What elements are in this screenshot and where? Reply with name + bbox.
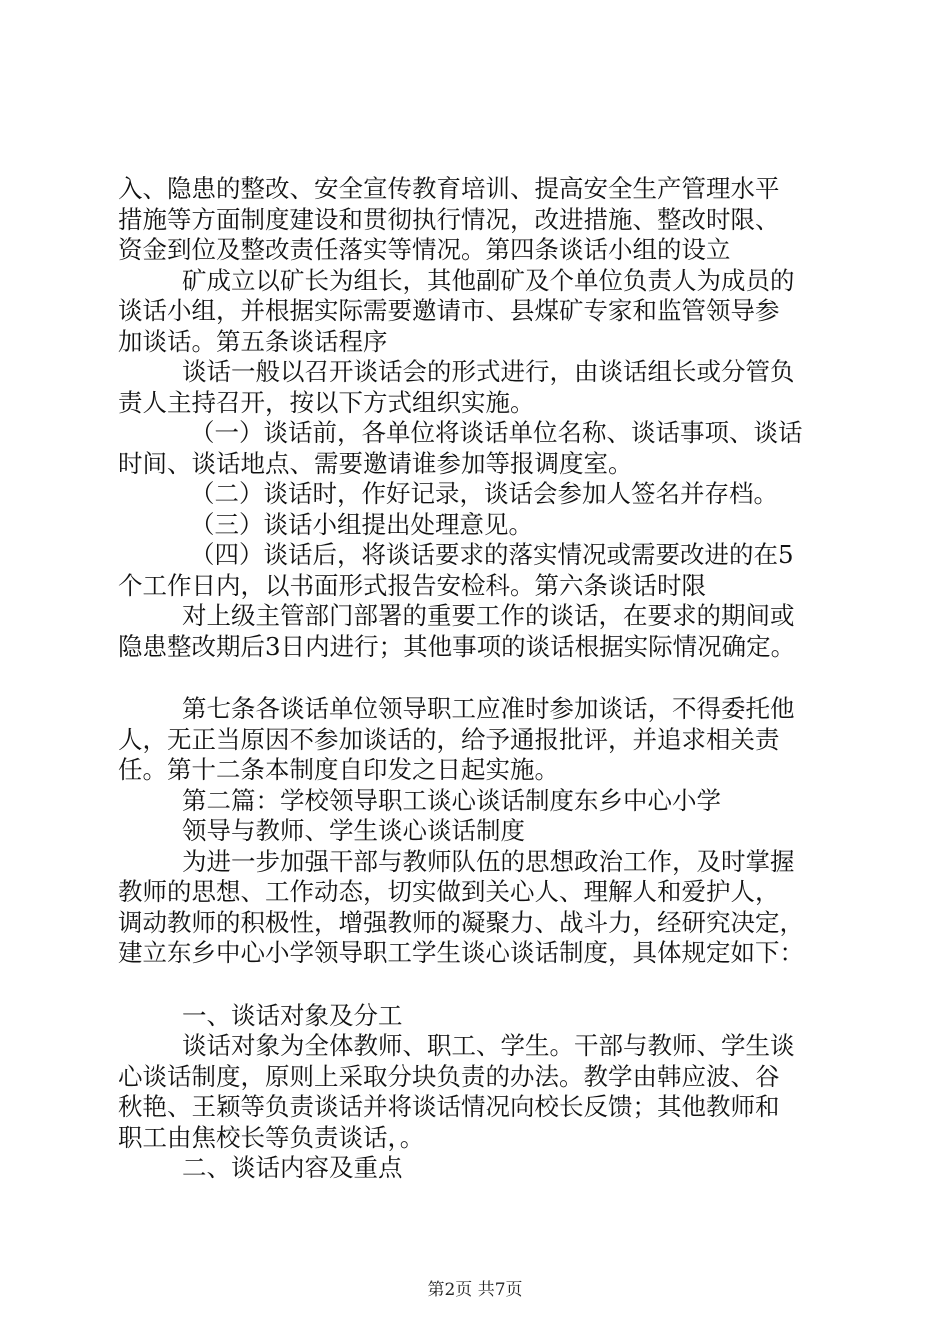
text-line: 矿成立以矿长为组长，其他副矿及个单位负责人为成员的 xyxy=(182,265,795,295)
text-line: 责人主持召开，按以下方式组织实施。 xyxy=(118,387,535,417)
document-body xyxy=(118,174,838,1184)
text-line: （三）谈话小组提出处理意见。 xyxy=(190,509,533,539)
text-line: 隐患整改期后3日内进行；其他事项的谈话根据实际情况确定。 xyxy=(118,631,796,661)
text-line: （四）谈话后，将谈话要求的落实情况或需要改进的在5 xyxy=(190,540,794,569)
text-line: 心谈话制度，原则上采取分块负责的办法。教学由韩应波、谷 xyxy=(118,1061,780,1091)
text-line: 为进一步加强干部与教师队伍的思想政治工作，及时掌握 xyxy=(182,846,795,876)
text-line: 领导与教师、学生谈心谈话制度 xyxy=(182,816,525,845)
text-line: 谈话一般以召开谈话会的形式进行，由谈话组长或分管负 xyxy=(182,357,795,386)
text-line: 第七条各谈话单位领导职工应准时参加谈话，不得委托他 xyxy=(182,694,795,723)
text-line: 对上级主管部门部署的重要工作的谈话，在要求的期间或 xyxy=(182,601,795,630)
text-line: 建立东乡中心小学领导职工学生谈心谈话制度，具体规定如下： xyxy=(118,938,804,967)
text-line: 加谈话。第五条谈话程序 xyxy=(118,326,388,356)
text-line: 谈话小组，并根据实际需要邀请市、县煤矿专家和监管领导参 xyxy=(118,296,780,325)
text-line: 调动教师的积极性，增强教师的凝聚力、战斗力，经研究决定， xyxy=(118,907,804,937)
text-line: 人，无正当原因不参加谈话的，给予通报批评，并追求相关责 xyxy=(118,724,780,754)
page-footer: 第2页 共7页 xyxy=(427,1280,523,1300)
text-line: 时间、谈话地点、需要邀请谁参加等报调度室。 xyxy=(118,448,633,478)
text-line: 二、谈话内容及重点 xyxy=(182,1153,403,1182)
text-line: 措施等方面制度建设和贯彻执行情况，改进措施、整改时限、 xyxy=(118,204,780,234)
paragraph-gap xyxy=(118,662,838,694)
text-line: 资金到位及整改责任落实等情况。第四条谈话小组的设立 xyxy=(118,235,731,264)
text-line: 教师的思想、工作动态，切实做到关心人、理解人和爱护人， xyxy=(118,877,780,906)
text-line: 一、谈话对象及分工 xyxy=(182,1000,403,1030)
text-line: 第二篇：学校领导职工谈心谈话制度东乡中心小学 xyxy=(182,785,721,815)
text-line: 个工作日内，以书面形式报告安检科。第六条谈话时限 xyxy=(118,570,706,600)
text-line: （二）谈话时，作好记录，谈话会参加人签名并存档。 xyxy=(190,479,778,508)
text-line: （一）谈话前，各单位将谈话单位名称、谈话事项、谈话 xyxy=(190,418,803,447)
paragraph-gap xyxy=(118,969,838,1001)
text-line: 谈话对象为全体教师、职工、学生。干部与教师、学生谈 xyxy=(182,1031,795,1060)
text-line: 任。第十二条本制度自印发之日起实施。 xyxy=(118,755,559,784)
text-line: 职工由焦校长等负责谈话，。 xyxy=(118,1122,425,1152)
text-line: 秋艳、王颖等负责谈话并将谈话情况向校长反馈；其他教师和 xyxy=(118,1092,780,1121)
text-line: 入、隐患的整改、安全宣传教育培训、提高安全生产管理水平 xyxy=(118,174,780,203)
